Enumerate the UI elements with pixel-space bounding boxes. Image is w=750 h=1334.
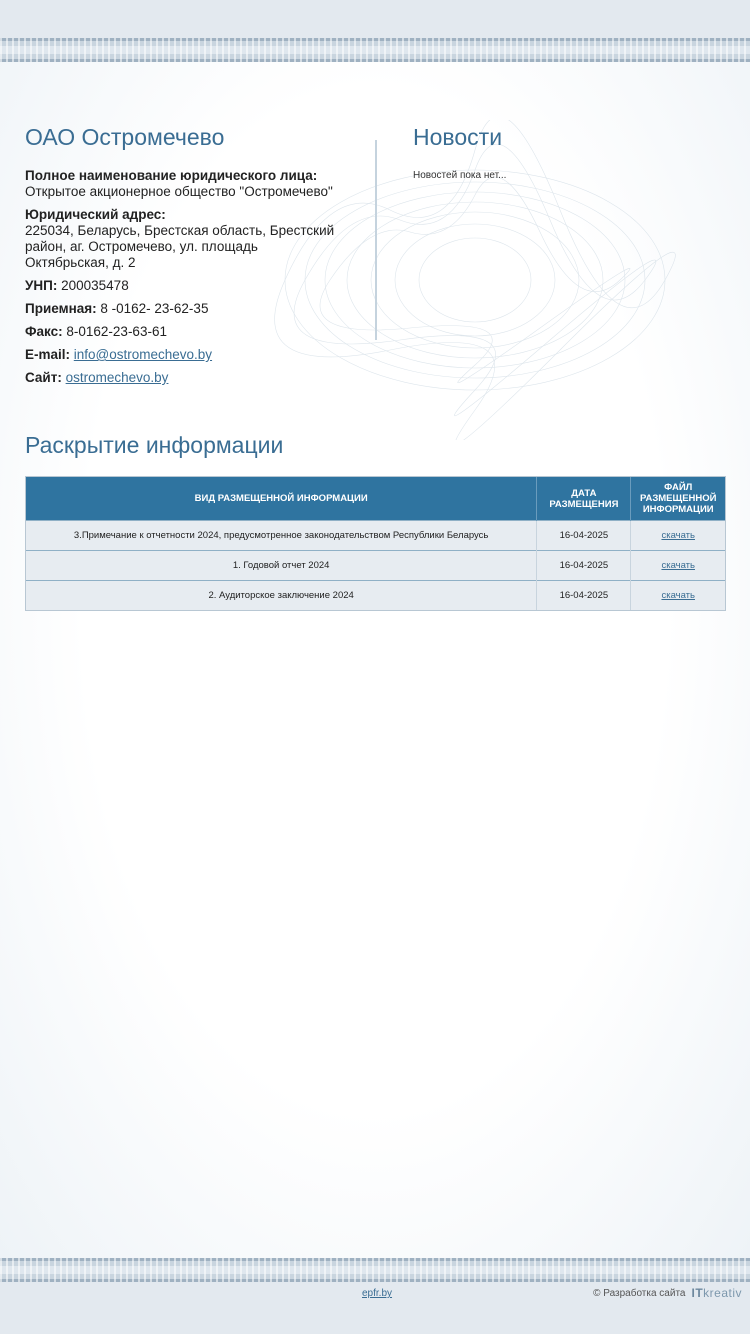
full-name-value: Открытое акционерное общество "Остромечево" xyxy=(25,184,333,199)
unp-row xyxy=(25,278,345,294)
logo-prefix: IT xyxy=(691,1286,704,1300)
column-divider xyxy=(375,140,377,340)
row-type: 3.Примечание к отчетности 2024, предусмотренное законодательством Республики Беларусь xyxy=(26,521,537,551)
header-type: ВИД РАЗМЕЩЕННОЙ ИНФОРМАЦИИ xyxy=(26,477,537,521)
full-name-label: Полное наименование юридического лица: xyxy=(25,168,318,183)
company-title: ОАО Остромечево xyxy=(25,124,225,150)
download-link[interactable]: скачать xyxy=(661,530,695,541)
header-date: ДАТА РАЗМЕЩЕНИЯ xyxy=(537,477,631,521)
unp-label: УНП: xyxy=(25,278,58,293)
news-title: Новости xyxy=(413,124,503,150)
disclosure-title: Раскрытие информации xyxy=(25,432,284,458)
address-value: 225034, Беларусь, Брестская область, Брестский район, аг. Остромечево, ул. площадь Октябрьская, д. 2 xyxy=(25,223,335,270)
top-strip xyxy=(0,0,750,38)
table-row xyxy=(26,581,725,611)
site-link[interactable]: ostromechevo.by xyxy=(65,370,169,385)
reception-label: Приемная: xyxy=(25,301,97,316)
row-file-cell xyxy=(631,581,725,611)
top-decorative-border xyxy=(0,38,750,62)
reception-value: 8 -0162- 23-62-35 xyxy=(100,301,209,316)
row-type: 1. Годовой отчет 2024 xyxy=(26,551,537,581)
company-info xyxy=(25,168,345,393)
address-row xyxy=(25,207,345,271)
credit-text: © Разработка сайта xyxy=(593,1287,686,1299)
address-label: Юридический адрес: xyxy=(25,207,166,222)
download-link[interactable]: скачать xyxy=(661,590,695,601)
row-file-cell xyxy=(631,551,725,581)
table-row xyxy=(26,551,725,581)
footer-credit xyxy=(593,1286,742,1300)
email-row xyxy=(25,347,345,363)
footer-link[interactable]: epfr.by xyxy=(362,1288,393,1299)
row-date: 16-04-2025 xyxy=(537,581,631,611)
logo-suffix: kreativ xyxy=(703,1286,742,1300)
site-row xyxy=(25,370,345,386)
disclosure-table xyxy=(25,476,726,611)
table-header-row xyxy=(26,477,725,521)
header-file: ФАЙЛ РАЗМЕЩЕННОЙ ИНФОРМАЦИИ xyxy=(631,477,725,521)
full-name-row xyxy=(25,168,345,200)
download-link[interactable]: скачать xyxy=(661,560,695,571)
footer xyxy=(0,1282,750,1334)
row-type: 2. Аудиторское заключение 2024 xyxy=(26,581,537,611)
row-date: 16-04-2025 xyxy=(537,551,631,581)
news-empty-text: Новостей пока нет... xyxy=(413,170,507,181)
row-file-cell xyxy=(631,521,725,551)
table-row xyxy=(26,521,725,551)
reception-row xyxy=(25,301,345,317)
fax-row xyxy=(25,324,345,340)
row-date: 16-04-2025 xyxy=(537,521,631,551)
bottom-decorative-border xyxy=(0,1258,750,1282)
email-link[interactable]: info@ostromechevo.by xyxy=(73,347,213,362)
email-label: E-mail: xyxy=(25,347,71,362)
developer-logo[interactable] xyxy=(691,1286,742,1300)
site-label: Сайт: xyxy=(25,370,62,385)
fax-label: Факс: xyxy=(25,324,63,339)
fax-value: 8-0162-23-63-61 xyxy=(66,324,167,339)
unp-value: 200035478 xyxy=(61,278,129,293)
